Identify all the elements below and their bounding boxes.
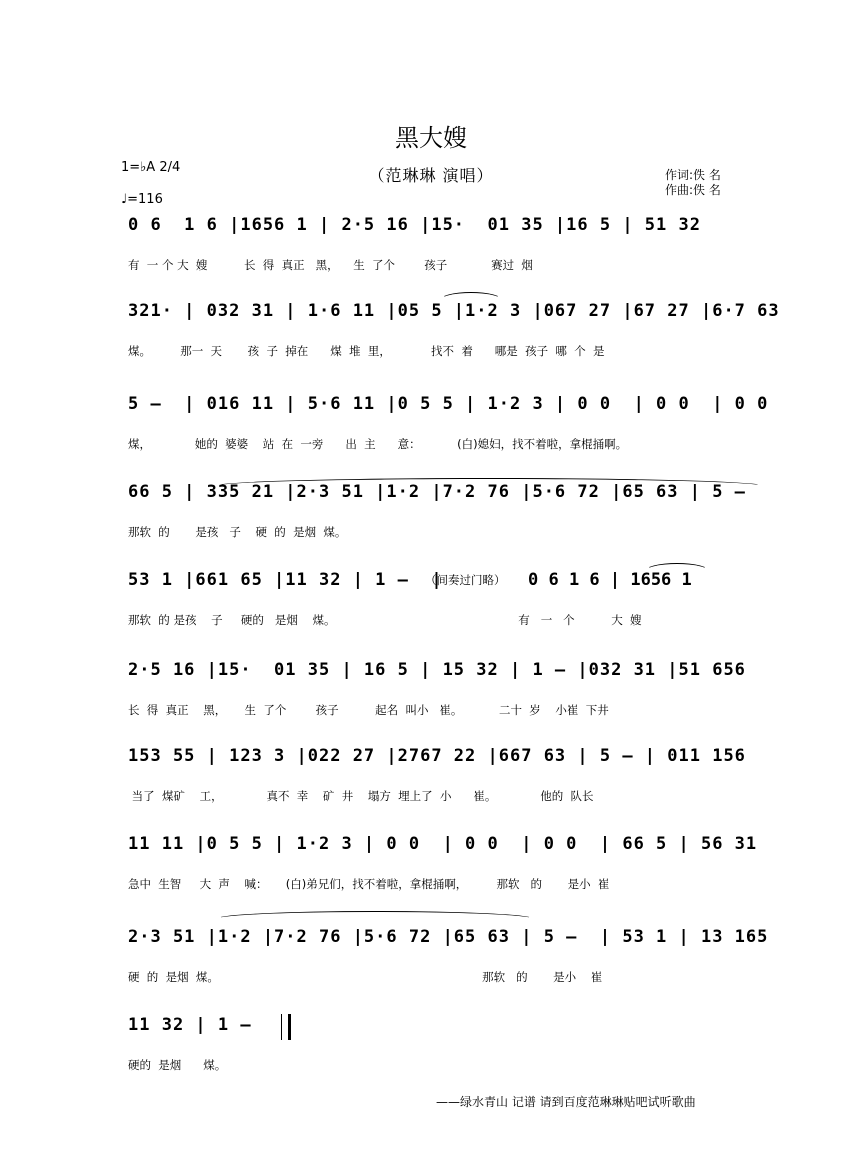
notation-line: 2·3 51 |1·2 |7·2 76 |5·6 72 |65 63 | 5 — | 53 1 | 13 165 bbox=[128, 927, 769, 947]
lyrics-line: 当了 煤矿 工， 真不 幸 矿 井 塌方 埋上了 小 崔。 他的 队长 bbox=[128, 789, 594, 803]
stave-10 bbox=[0, 1015, 862, 1085]
notation-line: 11 11 |0 5 5 | 1·2 3 | 0 0 | 0 0 | 0 0 | 66 5 | 56 31 bbox=[128, 834, 758, 854]
slur-long bbox=[215, 478, 764, 494]
lyrics-line: 煤， 她的 婆婆 站 在 一旁 出 主 意： (白)媳妇，找不着啦，拿棍捅啊。 bbox=[128, 437, 628, 451]
stave-8 bbox=[0, 834, 862, 904]
stave-3 bbox=[0, 394, 862, 464]
lyrics-line: 硬 的 是烟 煤。 那软 的 是小 崔 bbox=[128, 970, 603, 984]
song-title: 黑大嫂 bbox=[395, 124, 467, 152]
lyrics-line: 那软 的 是孩 子 硬 的 是烟 煤。 bbox=[128, 525, 347, 539]
slur bbox=[440, 292, 502, 308]
key-signature: 1=♭A 2/4 bbox=[121, 160, 181, 175]
slur bbox=[645, 563, 709, 579]
stave-2 bbox=[0, 301, 862, 371]
notation-line: 11 32 | 1 — bbox=[128, 1015, 252, 1035]
slur-long bbox=[215, 911, 535, 927]
lyrics-line: 那软 的 是孩 子 硬的 是烟 煤。 有 一 个 大 嫂 bbox=[128, 613, 642, 627]
lyrics-line: 有 一 个 大 嫂 长 得 真正 黑， 生 了个 孩子 赛过 烟 bbox=[128, 258, 533, 272]
interlude-note: （间奏过门略） bbox=[425, 573, 506, 587]
stave-7 bbox=[0, 746, 862, 816]
notation-line: 66 5 | 335 21 |2·3 51 |1·2 |7·2 76 |5·6 72 |65 63 | 5 — bbox=[128, 482, 746, 502]
interlude-notation: 0 6 1 6 | 1656 1 bbox=[528, 570, 692, 590]
notation-line: 321· | 032 31 | 1·6 11 |05 5 |1·2 3 |067 27 |67 27 |6·7 63 bbox=[128, 301, 780, 321]
final-barline bbox=[281, 1014, 291, 1040]
lyrics-line: 煤。 那一 天 孩 子 掉在 煤 堆 里， 找不 着 哪是 孩子 哪 个 是 bbox=[128, 344, 605, 358]
lyricist-credit: 作词:佚 名 bbox=[665, 168, 721, 182]
notation-line: 153 55 | 123 3 |022 27 |2767 22 |667 63 | 5 — | 011 156 bbox=[128, 746, 746, 766]
notation-line: 2·5 16 |15· 01 35 | 16 5 | 15 32 | 1 — |032 31 |51 656 bbox=[128, 660, 746, 680]
tempo-marking: ♩=116 bbox=[121, 192, 163, 207]
stave-6 bbox=[0, 660, 862, 730]
lyrics-line: 急中 生智 大 声 喊： (白)弟兄们，找不着啦，拿棍捅啊， 那软 的 是小 崔 bbox=[128, 877, 610, 891]
composer-credit: 作曲:佚 名 bbox=[665, 183, 721, 197]
stave-9 bbox=[0, 927, 862, 997]
notation-line: 5 — | 016 11 | 5·6 11 |0 5 5 | 1·2 3 | 0 0 | 0 0 | 0 0 bbox=[128, 394, 769, 414]
lyrics-line: 硬的 是烟 煤。 bbox=[128, 1058, 227, 1072]
lyrics-line: 长 得 真正 黑， 生 了个 孩子 起名 叫小 崔。 二十 岁 小崔 下井 bbox=[128, 703, 609, 717]
stave-1 bbox=[0, 215, 862, 285]
notation-line: 53 1 |661 65 |11 32 | 1 — | bbox=[128, 570, 443, 590]
notation-line: 0 6 1 6 |1656 1 | 2·5 16 |15· 01 35 |16 5 | 51 32 bbox=[128, 215, 701, 235]
stave-5 bbox=[0, 570, 862, 640]
transcriber-footer: ——绿水青山 记谱 请到百度范琳琳贴吧试听歌曲 bbox=[436, 1095, 696, 1109]
performer-subtitle: （范琳琳 演唱） bbox=[368, 166, 494, 185]
